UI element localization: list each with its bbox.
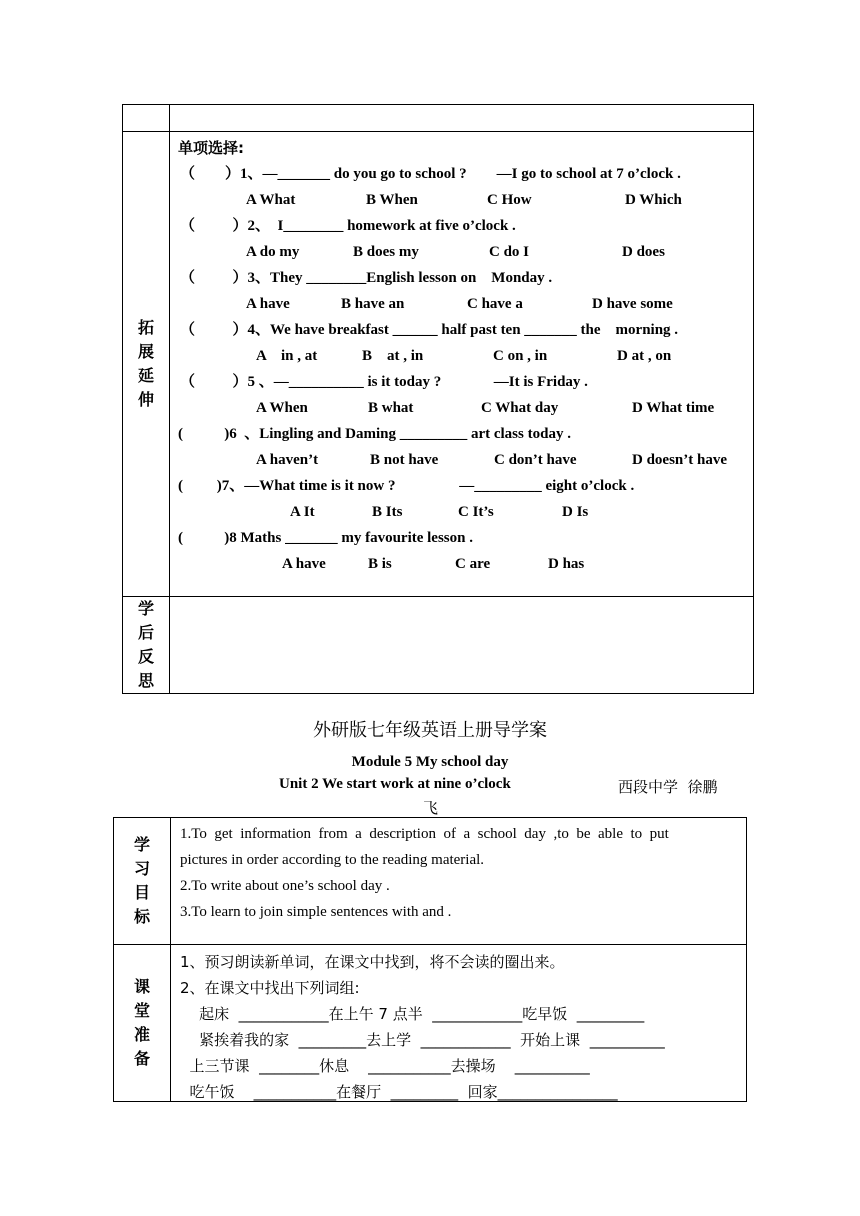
option: B at , in (362, 348, 424, 364)
option: A When (256, 400, 308, 416)
option: B what (368, 400, 414, 416)
extend-label: 拓展延伸 (137, 318, 154, 409)
option: D at , on (617, 348, 672, 364)
section-title: 单项选择: (178, 139, 244, 157)
option: B When (366, 192, 418, 208)
option: D has (548, 556, 585, 572)
question-stem: ( )7、—What time is it now ? —_________ eight o’clock . (178, 478, 635, 494)
question-stem: ( )6 、Lingling and Daming _________ art class today . (178, 426, 571, 442)
question-stem: （ ）4、We have breakfast ______ half past ten _______ the morning . (180, 322, 679, 338)
goal-line: 1.To get information from a description of a school day ,to be able to put (180, 826, 669, 842)
unit-title: Unit 2 We start work at nine o’clock (279, 776, 511, 792)
option: D does (622, 244, 665, 260)
option: D Which (625, 192, 682, 208)
option: B have an (341, 296, 405, 312)
option: D have some (592, 296, 673, 312)
prep-line: 1、预习朗读新单词，在课文中找到，将不会读的圈出来。 (180, 953, 565, 971)
reflect-cell (170, 597, 754, 694)
option: A do my (246, 244, 300, 260)
author-cont: 飞 (423, 799, 439, 817)
prep-line: 起床 ____________在上午 7 点半 ____________吃早饭 _________ (180, 1005, 645, 1023)
option: C are (455, 556, 491, 572)
page-title: 外研版七年级英语上册导学案 (313, 720, 547, 741)
option: A What (246, 192, 296, 208)
goal-line: 3.To learn to join simple sentences with and . (180, 904, 452, 920)
option: D What time (632, 400, 715, 416)
reflect-label-cell (123, 597, 170, 694)
goal-line: 2.To write about one’s school day . (180, 878, 390, 894)
empty-cell (170, 105, 754, 132)
prep-line: 上三节课 ________休息 ___________去操场 __________ (180, 1057, 590, 1075)
question-stem: （ ）5 、—__________ is it today ? —It is Friday . (180, 374, 588, 390)
option: D Is (562, 504, 589, 520)
extend-label-cell (123, 132, 170, 597)
option: A in , at (256, 348, 318, 364)
prep-line: 紧挨着我的家 _________去上学 ____________ 开始上课 __________ (180, 1031, 665, 1049)
option: B is (368, 556, 392, 572)
option: A have (282, 556, 326, 572)
option: C do I (489, 244, 530, 260)
option: B does my (353, 244, 419, 260)
option: C don’t have (494, 452, 577, 468)
option: A It (290, 504, 315, 520)
option: C on , in (493, 348, 548, 364)
prep-label-cell (114, 945, 171, 1102)
option: C It’s (458, 504, 494, 520)
option: D doesn’t have (632, 452, 728, 468)
author: 西段中学 徐鹏 (618, 778, 718, 796)
question-stem: （ ）1、—_______ do you go to school ? —I go to school at 7 o’clock . (180, 166, 681, 182)
prep-label: 课堂准备 (133, 977, 150, 1068)
option: C How (487, 192, 532, 208)
empty-cell (123, 105, 170, 132)
option: A have (246, 296, 290, 312)
question-stem: （ ）3、They ________English lesson on Monday . (180, 270, 553, 286)
question-stem: ( )8 Maths _______ my favourite lesson . (178, 530, 473, 546)
reflect-label: 学后反思 (137, 599, 154, 690)
option: A haven’t (256, 452, 319, 468)
option: C have a (467, 296, 523, 312)
option: B Its (372, 504, 403, 520)
goals-label-cell (114, 818, 171, 945)
prep-line: 2、在课文中找出下列词组: (180, 979, 360, 997)
goal-line: pictures in order according to the reading material. (180, 852, 485, 868)
question-stem: （ ）2、 I________ homework at five o’clock . (180, 218, 516, 234)
goals-label: 学习目标 (133, 835, 150, 926)
module-title: Module 5 My school day (351, 754, 509, 770)
option: B not have (370, 452, 439, 468)
prep-line: 吃午饭 ___________在餐厅 _________ 回家________________ (180, 1083, 618, 1101)
option: C What day (481, 400, 559, 416)
